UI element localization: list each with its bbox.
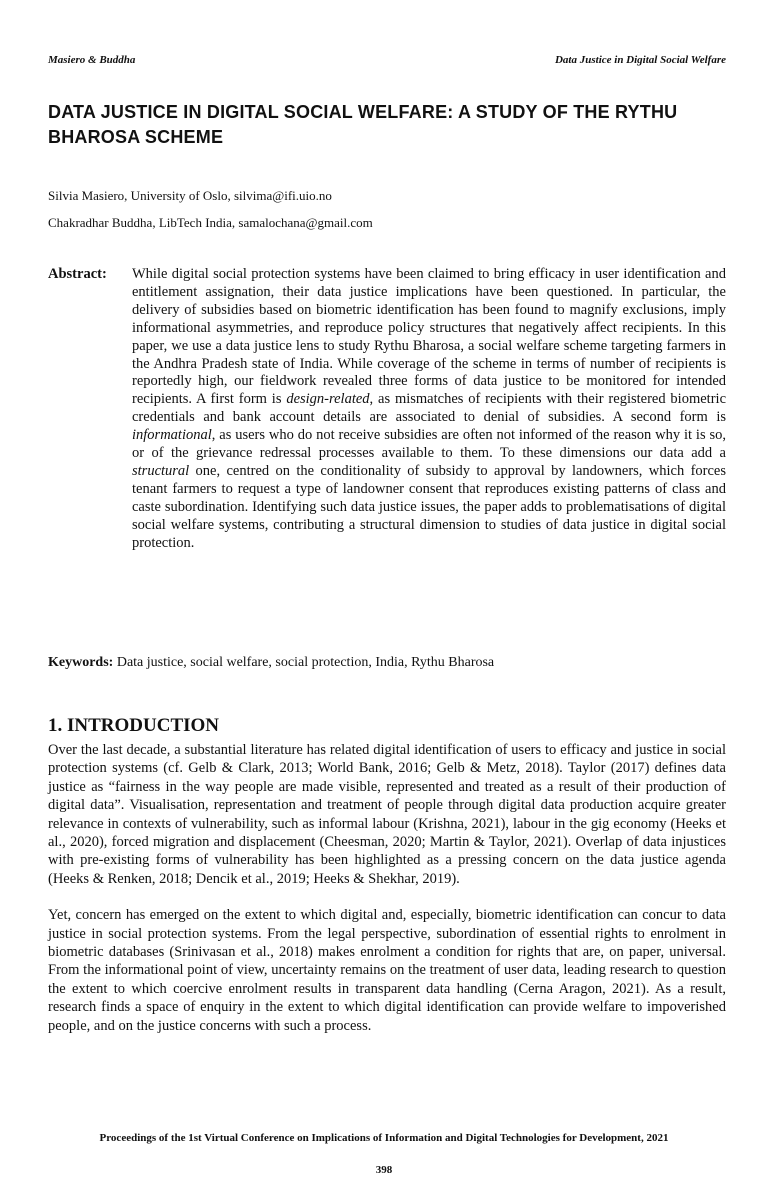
abstract-text-2: , as mismatches of recipients with their registered biometric credentials and bank account details are associated to denial of subsidies. A second form is bbox=[132, 391, 726, 426]
keywords bbox=[48, 654, 726, 672]
author-list bbox=[48, 186, 726, 240]
keywords-text: Data justice, social welfare, social protection, India, Rythu Bharosa bbox=[116, 655, 495, 670]
author-2: Chakradhar Buddha, LibTech India, samalochana@gmail.com bbox=[48, 215, 373, 230]
running-header-authors: Masiero & Buddha bbox=[48, 54, 136, 66]
abstract-text-3: , as users who do not receive subsidies are often not informed of the reason why it is so, or of the grievance redressal processes available to them. To these dimensions our data add a bbox=[132, 427, 726, 462]
keywords-label: Keywords: bbox=[48, 655, 114, 670]
abstract-emphasis-informational: informational bbox=[132, 427, 212, 444]
abstract-emphasis-design: design-related bbox=[286, 391, 370, 408]
proceedings-footer: Proceedings of the 1st Virtual Conference on Implications of Information and Digital Technologies for Development, 2021 bbox=[99, 1132, 669, 1144]
author-1: Silvia Masiero, University of Oslo, silvima@ifi.uio.no bbox=[48, 188, 332, 203]
section-heading-introduction: 1. INTRODUCTION bbox=[48, 715, 220, 736]
abstract-body bbox=[132, 266, 726, 553]
introduction-paragraph-1: Over the last decade, a substantial literature has related digital identification of users to efficacy and justice in social protection systems (cf. Gelb & Clark, 2013; World Bank, 2016; Gelb & Metz, 2018). Taylor (2017) defines data justice as “fairness in the way people are made visible, represented and treated as a result of their production of digital data”. Visualisation, representation and treatment of people through digital data production acquire greater relevance in contexts of vulnerability, such as informal labour (Krishna, 2021), labour in the gig economy (Heeks et al., 2020), forced migration and displacement (Cheesman, 2020; Martin & Taylor, 2021). Overlap of data injustices with pre-existing forms of vulnerability has been highlighted as a pressing concern on the data justice agenda (Heeks & Renken, 2018; Dencik et al., 2019; Heeks & Shekhar, 2019). bbox=[48, 742, 726, 887]
running-header-title: Data Justice in Digital Social Welfare bbox=[554, 54, 726, 66]
running-header bbox=[48, 54, 726, 66]
abstract-label: Abstract: bbox=[48, 266, 107, 282]
paper-title: DATA JUSTICE IN DIGITAL SOCIAL WELFARE: A STUDY OF THE RYTHU BHAROSA SCHEME bbox=[48, 102, 678, 147]
abstract-text-1: While digital social protection systems have been claimed to bring efficacy in user identification and entitlement assignation, their data justice implications have been questioned. In particular, the delivery of subsidies based on biometric identification has been found to magnify exclusions, imply informational asymmetries, and reproduce policy structures that negatively affect recipients. In this paper, we use a data justice lens to study Rythu Bharosa, a social welfare scheme targeting farmers in the Andhra Pradesh state of India. While coverage of the scheme in terms of number of recipients is reportedly high, our fieldwork revealed three forms of data justice to be monitored for intended recipients. A first form is bbox=[132, 266, 726, 408]
abstract bbox=[48, 266, 726, 553]
page-number: 398 bbox=[375, 1164, 393, 1176]
introduction-paragraph-2: Yet, concern has emerged on the extent to which digital and, especially, biometric identification can concur to data justice in social protection systems. From the legal perspective, subordination of essential rights to enrolment in biometric databases (Srinivasan et al., 2018) makes enrolment a condition for rights that are, on paper, universal. From the informational point of view, uncertainty remains on the treatment of user data, leading research to question the extent to which coercive enrolment results in transparent data handling (Cerna Aragon, 2021). As a result, research finds a space of enquiry in the extent to which digital identification can provide welfare to impoverished people, and on the justice concerns with such a process. bbox=[48, 907, 726, 1034]
abstract-text-4: one, centred on the conditionality of subsidy to approval by landowners, which forces tenant farmers to request a type of landowner consent that reproduces existing patterns of class and caste subordination. Identifying such data justice issues, the paper adds to problematisations of digital social welfare systems, contributing a structural dimension to studies of data justice in digital social protection. bbox=[132, 462, 726, 551]
introduction-body bbox=[48, 741, 726, 1053]
abstract-emphasis-structural: structural bbox=[132, 462, 190, 479]
